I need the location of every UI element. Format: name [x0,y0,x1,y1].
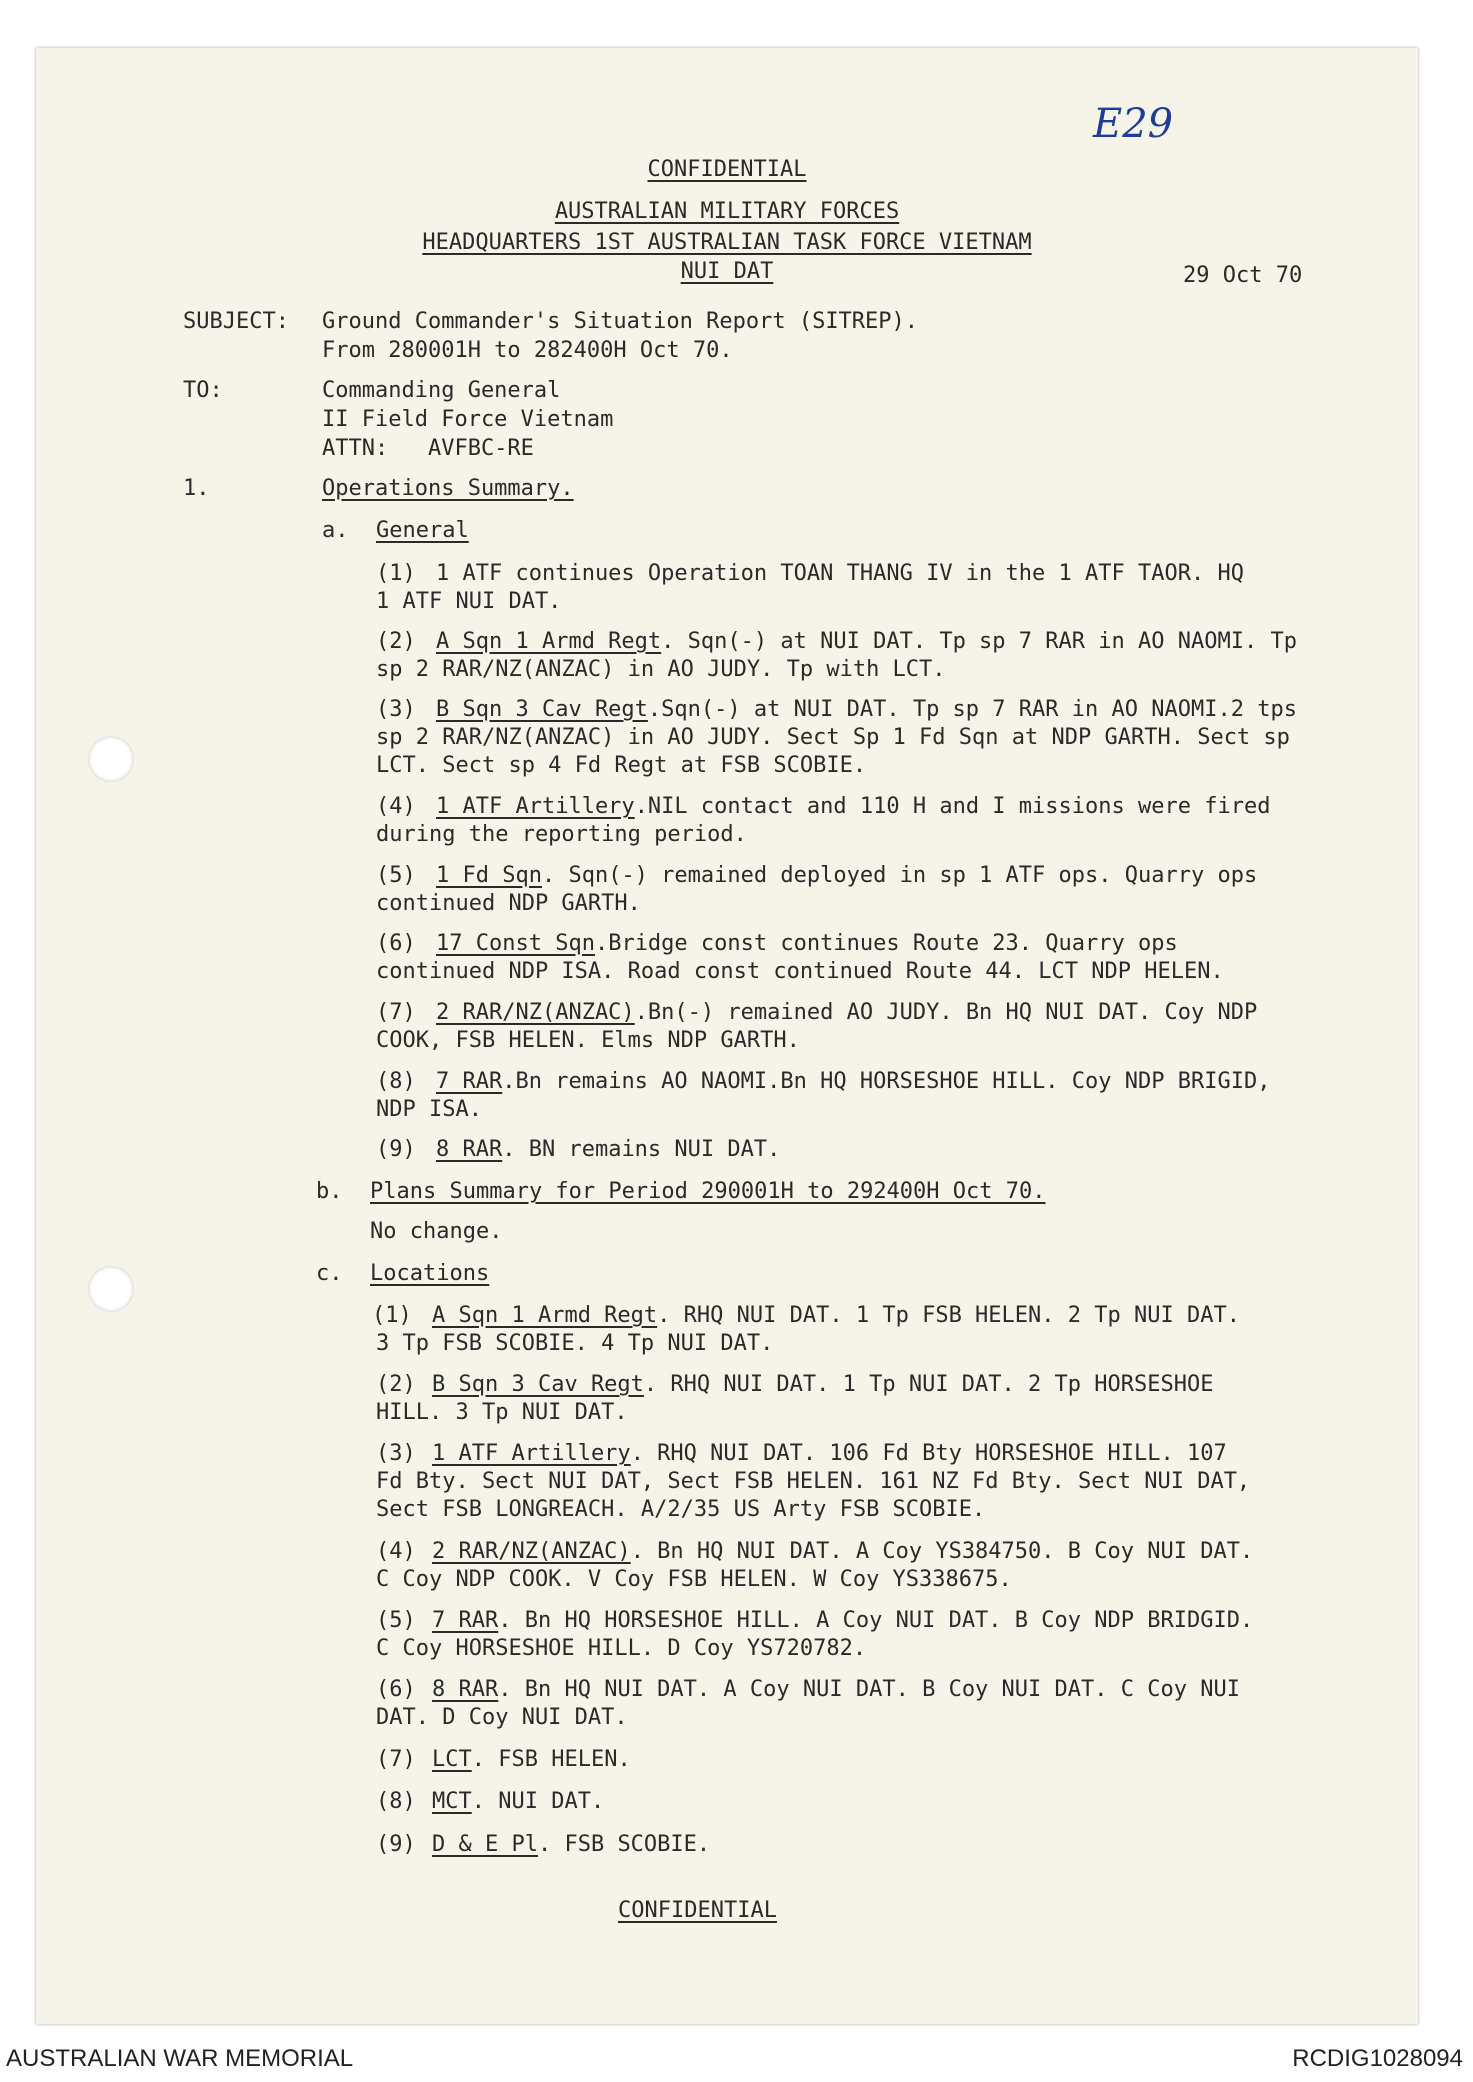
para-line: during the reporting period. [376,822,747,847]
para-line: . RHQ NUI DAT. 1 Tp FSB HELEN. 2 Tp NUI DAT. [657,1303,1240,1328]
para-heading: 1 Fd Sqn [436,863,542,888]
subsection-b-letter: b. [316,1179,343,1204]
para-line: . Bn HQ NUI DAT. A Coy NUI DAT. B Coy NUI DAT. C Coy NUI [498,1677,1240,1702]
para-line: .Bridge const continues Route 23. Quarry ops [594,931,1178,956]
para-heading: 1 ATF Artillery [432,1441,631,1466]
para-number: (6) [376,931,416,956]
subject-line-1: Ground Commander's Situation Report (SITREP). [322,309,919,334]
subsection-a-title: General [376,518,469,543]
para-number: (9) [376,1137,416,1162]
para-heading: 8 RAR [436,1137,503,1162]
para-text [432,1302,1240,1330]
para-heading: D & E Pl [432,1832,538,1857]
para-heading: 2 RAR/NZ(ANZAC) [436,1000,635,1025]
para-number: (4) [376,794,416,819]
para-text [432,1607,1253,1635]
para-line: COOK, FSB HELEN. Elms NDP GARTH. [376,1028,800,1053]
para-text [432,1440,1227,1468]
subject-line-2: From 280001H to 282400H Oct 70. [322,338,733,363]
para-text [436,793,1270,821]
para-line: DAT. D Coy NUI DAT. [376,1705,628,1730]
para-line: Fd Bty. Sect NUI DAT, Sect FSB HELEN. 161 NZ Fd Bty. Sect NUI DAT, [376,1469,1251,1494]
para-line: C Coy NDP COOK. V Coy FSB HELEN. W Coy YS338675. [376,1567,1012,1592]
para-number: (7) [376,1000,416,1025]
para-text [432,1831,710,1859]
para-line: 3 Tp FSB SCOBIE. 4 Tp NUI DAT. [376,1331,774,1356]
para-line: .Bn remains AO NAOMI.Bn HQ HORSESHOE HILL. Coy NDP BRIGID, [502,1069,1271,1094]
subsection-a-letter: a. [322,518,349,543]
para-number: (1) [376,561,416,586]
para-line: .Bn(-) remained AO JUDY. Bn HQ NUI DAT. Coy NDP [634,1000,1258,1025]
para-number: (5) [376,863,416,888]
para-text [436,999,1257,1027]
para-line: . FSB SCOBIE. [537,1832,711,1857]
para-text [432,1371,1213,1399]
header-line-2: HEADQUARTERS 1ST AUSTRALIAN TASK FORCE VIETNAM [422,230,1032,255]
para-heading: B Sqn 3 Cav Regt [436,697,648,722]
subsection-b-title: Plans Summary for Period 290001H to 292400H Oct 70. [370,1179,1046,1204]
para-line: sp 2 RAR/NZ(ANZAC) in AO JUDY. Tp with LCT. [376,657,946,682]
para-line: . Bn HQ HORSESHOE HILL. A Coy NUI DAT. B Coy NDP BRIDGID. [498,1608,1254,1633]
para-text [436,628,1297,656]
para-heading: 7 RAR [432,1608,499,1633]
para-line: . RHQ NUI DAT. 106 Fd Bty HORSESHOE HILL. 107 [630,1441,1227,1466]
footer-confidential: CONFIDENTIAL [618,1898,777,1923]
to-line-3: ATTN: AVFBC-RE [322,436,534,461]
para-line: C Coy HORSESHOE HILL. D Coy YS720782. [376,1636,867,1661]
handwritten-reference: E29 [1093,101,1174,147]
section-title: Operations Summary. [322,476,574,501]
para-number: (8) [376,1789,416,1814]
para-number: (5) [376,1608,416,1633]
header-line-1: AUSTRALIAN MILITARY FORCES [554,199,900,224]
footer-archive-name: AUSTRALIAN WAR MEMORIAL [6,2045,354,2072]
para-line: . Bn HQ NUI DAT. A Coy YS384750. B Coy NUI DAT. [630,1539,1254,1564]
to-line-2: II Field Force Vietnam [322,407,614,432]
para-line: continued NDP GARTH. [376,891,641,916]
para-line: NDP ISA. [376,1097,482,1122]
para-heading: 17 Const Sqn [436,931,595,956]
para-line: . NUI DAT. [471,1789,605,1814]
punch-hole-bottom [88,1266,134,1312]
para-text [432,1746,631,1774]
para-line: .NIL contact and 110 H and I missions were fired [634,794,1271,819]
para-number: (3) [376,1441,416,1466]
para-line: 1 ATF NUI DAT. [376,589,562,614]
para-heading: A Sqn 1 Armd Regt [432,1303,658,1328]
para-line: . Sqn(-) remained deployed in sp 1 ATF ops. Quarry ops [541,863,1258,888]
para-heading: 8 RAR [432,1677,499,1702]
para-heading: MCT [432,1789,472,1814]
para-line: .Sqn(-) at NUI DAT. Tp sp 7 RAR in AO NAOMI.2 tps [647,697,1297,722]
para-line: . FSB HELEN. [471,1747,631,1772]
para-line: 1 ATF continues Operation TOAN THANG IV in the 1 ATF TAOR. HQ [436,561,1244,586]
document-date: 29 Oct 70 [1183,263,1303,288]
para-line: . RHQ NUI DAT. 1 Tp NUI DAT. 2 Tp HORSESHOE [643,1372,1214,1397]
section-number: 1. [183,476,210,501]
para-text [432,1676,1240,1704]
para-number: (6) [376,1677,416,1702]
para-text [436,696,1297,724]
para-number: (1) [372,1303,412,1328]
para-number: (2) [376,629,416,654]
footer-record-id: RCDIG1028094 [1292,2045,1463,2072]
para-text [432,1788,604,1816]
para-heading: B Sqn 3 Cav Regt [432,1372,644,1397]
header-confidential: CONFIDENTIAL [647,157,807,182]
para-line: . BN remains NUI DAT. [502,1137,781,1162]
para-heading: A Sqn 1 Armd Regt [436,629,662,654]
para-line: continued NDP ISA. Road const continued Route 44. LCT NDP HELEN. [376,959,1224,984]
subject-label: SUBJECT: [183,309,289,334]
para-number: (2) [376,1372,416,1397]
punch-hole-top [88,736,134,782]
para-text [436,560,1244,588]
para-text [436,930,1178,958]
para-number: (8) [376,1069,416,1094]
para-number: (7) [376,1747,416,1772]
subsection-c-letter: c. [316,1261,343,1286]
para-line: Sect FSB LONGREACH. A/2/35 US Arty FSB SCOBIE. [376,1497,986,1522]
document-page [36,48,1418,2024]
subsection-c-title: Locations [370,1261,490,1286]
header-line-3: NUI DAT [680,259,774,284]
subsection-b-body: No change. [370,1219,503,1244]
to-line-1: Commanding General [322,378,561,403]
para-line: sp 2 RAR/NZ(ANZAC) in AO JUDY. Sect Sp 1 Fd Sqn at NDP GARTH. Sect sp [376,725,1290,750]
para-number: (4) [376,1539,416,1564]
para-text [436,1068,1270,1096]
para-heading: 1 ATF Artillery [436,794,635,819]
para-line: LCT. Sect sp 4 Fd Regt at FSB SCOBIE. [376,753,867,778]
para-heading: 7 RAR [436,1069,503,1094]
para-text [436,862,1257,890]
para-text [436,1136,780,1164]
para-text [432,1538,1253,1566]
para-line: . Sqn(-) at NUI DAT. Tp sp 7 RAR in AO NAOMI. Tp [661,629,1297,654]
para-number: (9) [376,1832,416,1857]
para-heading: 2 RAR/NZ(ANZAC) [432,1539,631,1564]
para-heading: LCT [432,1747,472,1772]
para-number: (3) [376,697,416,722]
para-line: HILL. 3 Tp NUI DAT. [376,1400,628,1425]
to-label: TO: [183,378,223,403]
